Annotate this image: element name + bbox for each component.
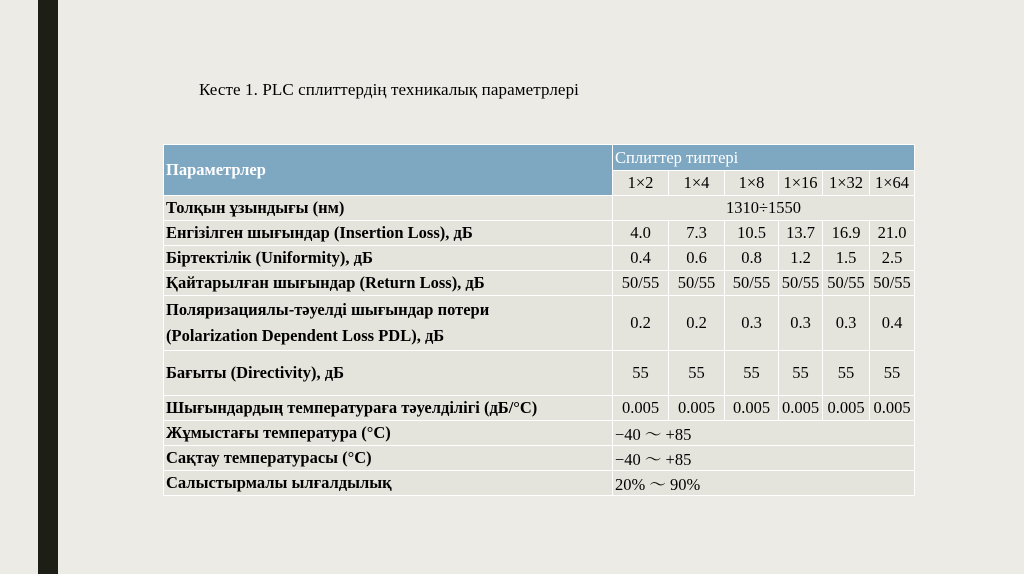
row-name xyxy=(164,296,613,351)
cell-value: 0.4 xyxy=(870,296,915,351)
cell-value: 0.3 xyxy=(779,296,823,351)
cell-value: 0.005 xyxy=(725,396,779,421)
spec-table xyxy=(163,144,915,496)
cell-value: 55 xyxy=(779,351,823,396)
table-caption: Кесте 1. PLC сплиттердің техникалық параметрлері xyxy=(199,80,579,99)
cell-value: 55 xyxy=(823,351,870,396)
cell-value: 0.4 xyxy=(613,246,669,271)
row-span-value: −40 〜 +85 xyxy=(613,421,915,446)
cell-value: 0.005 xyxy=(613,396,669,421)
cell-value: 4.0 xyxy=(613,221,669,246)
cell-value: 50/55 xyxy=(613,271,669,296)
row-name: Салыстырмалы ылғалдылық xyxy=(164,471,613,496)
row-span-value: −40 〜 +85 xyxy=(613,446,915,471)
cell-value: 55 xyxy=(613,351,669,396)
cell-value: 0.2 xyxy=(613,296,669,351)
cell-value: 50/55 xyxy=(725,271,779,296)
cell-value: 0.005 xyxy=(669,396,725,421)
row-name: Шығындардың температураға тәуелділігі (дБ/°C) xyxy=(164,396,613,421)
cell-value: 0.005 xyxy=(870,396,915,421)
cell-value: 0.8 xyxy=(725,246,779,271)
row-name-line2: (Polarization Dependent Loss PDL), дБ xyxy=(166,326,445,345)
table-row xyxy=(164,221,915,246)
left-accent-bar xyxy=(38,0,58,574)
table-row xyxy=(164,271,915,296)
type-cell: 1×8 xyxy=(725,171,779,196)
header-param-label: Параметрлер xyxy=(164,145,613,196)
row-name-line1: Поляризациялы-тәуелді шығындар потери xyxy=(166,300,490,319)
cell-value: 55 xyxy=(870,351,915,396)
table-row xyxy=(164,296,915,351)
header-row xyxy=(164,145,915,171)
cell-value: 0.6 xyxy=(669,246,725,271)
cell-value: 55 xyxy=(725,351,779,396)
cell-value: 1.2 xyxy=(779,246,823,271)
cell-value: 1.5 xyxy=(823,246,870,271)
cell-value: 10.5 xyxy=(725,221,779,246)
table-row xyxy=(164,351,915,396)
row-name: Толқын ұзындығы (нм) xyxy=(164,196,613,221)
row-span-value: 20% 〜 90% xyxy=(613,471,915,496)
row-name: Енгізілген шығындар (Insertion Loss), дБ xyxy=(164,221,613,246)
cell-value: 0.3 xyxy=(823,296,870,351)
header-group-label: Сплиттер типтері xyxy=(613,145,915,171)
table-row xyxy=(164,421,915,446)
cell-value: 0.3 xyxy=(725,296,779,351)
cell-value: 50/55 xyxy=(870,271,915,296)
cell-value: 55 xyxy=(669,351,725,396)
cell-value: 0.005 xyxy=(779,396,823,421)
row-name: Бағыты (Directivity), дБ xyxy=(164,351,613,396)
table-row xyxy=(164,446,915,471)
row-name: Біртектілік (Uniformity), дБ xyxy=(164,246,613,271)
row-span-value: 1310÷1550 xyxy=(613,196,915,221)
table-row xyxy=(164,396,915,421)
table-row xyxy=(164,471,915,496)
cell-value: 7.3 xyxy=(669,221,725,246)
type-cell: 1×16 xyxy=(779,171,823,196)
table-row xyxy=(164,246,915,271)
cell-value: 0.2 xyxy=(669,296,725,351)
cell-value: 13.7 xyxy=(779,221,823,246)
cell-value: 50/55 xyxy=(669,271,725,296)
type-cell: 1×32 xyxy=(823,171,870,196)
cell-value: 50/55 xyxy=(779,271,823,296)
cell-value: 0.005 xyxy=(823,396,870,421)
row-name: Қайтарылған шығындар (Return Loss), дБ xyxy=(164,271,613,296)
table-row xyxy=(164,196,915,221)
row-name: Сақтау температурасы (°C) xyxy=(164,446,613,471)
cell-value: 50/55 xyxy=(823,271,870,296)
type-cell: 1×4 xyxy=(669,171,725,196)
cell-value: 16.9 xyxy=(823,221,870,246)
row-name: Жұмыстағы температура (°C) xyxy=(164,421,613,446)
cell-value: 2.5 xyxy=(870,246,915,271)
type-cell: 1×2 xyxy=(613,171,669,196)
cell-value: 21.0 xyxy=(870,221,915,246)
type-cell: 1×64 xyxy=(870,171,915,196)
